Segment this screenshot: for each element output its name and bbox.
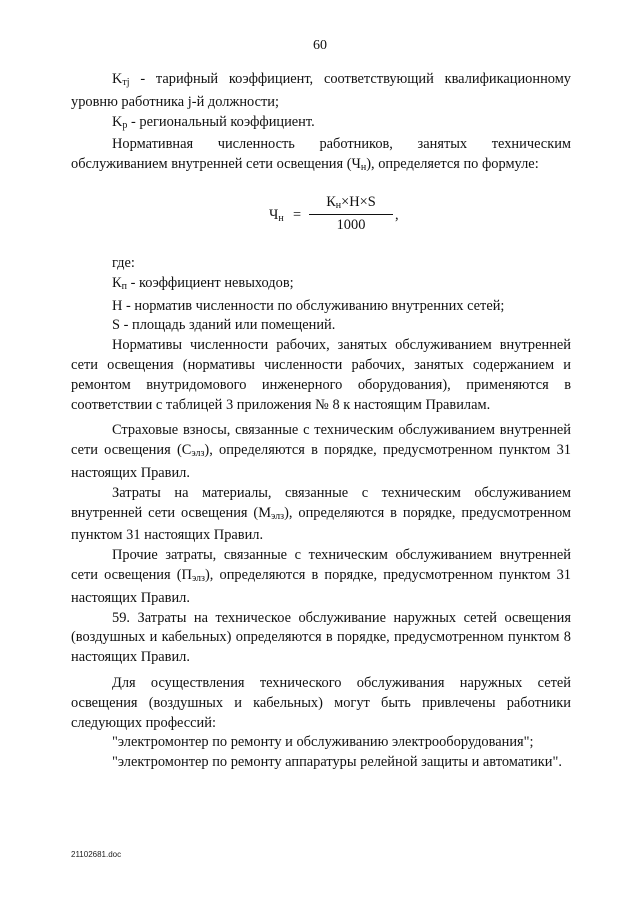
paragraph-norm-count [71,135,571,178]
kp-description: - коэффициент невыходов; [126,274,294,291]
kr-description: - региональный коэффициент. [127,113,315,130]
formula-k-subscript: н [335,199,342,211]
ktj-subscript: тj [122,77,130,88]
formula-lhs [269,206,284,229]
where-kp [71,274,571,297]
insurance-end: ), определяются в порядке, предусмотренном пунктом 31 настоящих Правил. [71,442,571,481]
materials-subscript: элз [271,510,285,522]
insurance-subscript: элз [191,448,205,460]
materials-end: ), определяются в порядке, предусмотренном пунктом 31 настоящих Правил. [71,504,571,544]
formula-numerator [309,193,393,216]
other-costs-text: Прочие затраты, связанные с техническим обслуживанием внутренней сети освещения (П [71,547,571,583]
document-body [71,70,571,773]
paragraph-normatives: Нормативы численности рабочих, занятых обслуживанием внутренней сети освещения (нормативы численности рабочих, занятых содержанием и ремонтом внутридомового инженерного оборудования), применяются в соответствии с таблицей 3 приложения № 8 к настоящим Правилам. [71,337,571,413]
kr-symbol: K [112,113,123,130]
kp-subscript: п [121,280,127,292]
formula-comma: , [395,206,399,223]
paragraph-kr [71,113,571,136]
formula-k-symbol: К [326,193,336,210]
paragraph-ktj [71,70,571,113]
norm-count-subscript: н [360,162,367,174]
formula-lhs-symbol: Ч [269,206,279,223]
fraction-bar [309,214,393,215]
insurance-text: Страховые взносы, связанные с техническим обслуживанием внутренней сети освещения (С [71,422,571,459]
norm-count-end: ), определяется по формуле: [366,156,539,173]
formula-numerator-rest: ×Н×S [341,193,376,210]
norm-count-text: Нормативная численность работников, занятых техническим обслуживанием внутренней сети освещения (Ч [71,136,571,173]
where-h: Н - норматив численности по обслуживанию внутренних сетей; [112,297,505,314]
page-number: 60 [313,38,327,53]
kr-subscript: р [122,119,128,131]
other-costs-subscript: элз [191,572,205,584]
profession-item-2: "электромонтер по ремонту аппаратуры релейной защиты и автоматики". [112,754,562,771]
document-filename: 21102681.doc [71,850,122,859]
ktj-symbol: K [112,71,123,87]
paragraph-materials [71,484,571,546]
paragraph-professions: Для осуществления технического обслуживания наружных сетей освещения (воздушных и кабельных) могут быть привлечены работники следующих профессий: [71,674,571,731]
formula-denominator: 1000 [336,216,366,233]
kp-symbol: К [112,274,122,291]
paragraph-59: 59. Затраты на техническое обслуживание наружных сетей освещения (воздушных и кабельных) определяются в порядке, предусмотренном пунктом 8 настоящих Правил. [71,609,571,666]
formula-equals: = [293,206,302,223]
paragraph-other-costs [71,546,571,608]
staff-count-formula [71,188,571,250]
where-label: где: [112,254,135,271]
materials-text: Затраты на материалы, связанные с техническим обслуживанием внутренней сети освещения (М [71,484,571,521]
profession-item-1: "электромонтер по ремонту и обслуживанию электрооборудования"; [112,734,534,751]
formula-lhs-subscript: н [278,212,284,224]
paragraph-insurance [71,421,571,483]
ktj-description: - тарифный коэффициент, соответствующий квалификационному уровню работника j-й должности; [71,71,571,110]
where-s: S - площадь зданий или помещений. [112,317,336,334]
other-costs-end: ), определяются в порядке, предусмотренном пунктом 31 настоящих Правил. [71,566,571,606]
